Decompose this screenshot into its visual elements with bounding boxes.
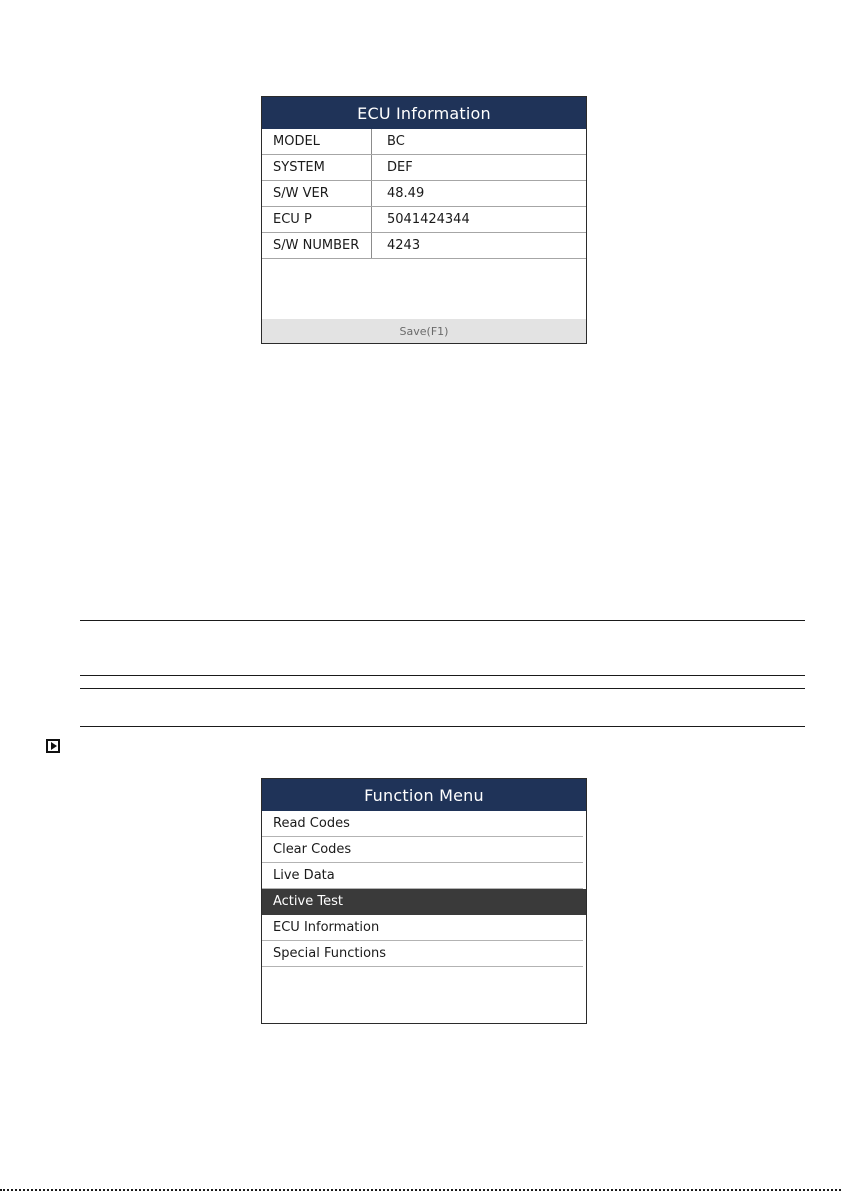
row-label: MODEL [262,129,372,155]
table-row [262,155,586,181]
table-row [262,181,586,207]
note-divider-bottom [80,675,805,676]
row-value: 48.49 [372,181,587,207]
menu-item-live-data[interactable]: Live Data [262,863,583,889]
row-label: S/W NUMBER [262,233,372,259]
row-value: 4243 [372,233,587,259]
function-menu-list [262,811,586,967]
ecu-screen-title: ECU Information [262,97,586,129]
row-label: S/W VER [262,181,372,207]
table-row [262,207,586,233]
play-arrow-icon [46,739,60,753]
menu-screen-title: Function Menu [262,779,586,811]
row-label: ECU P [262,207,372,233]
note-divider-top [80,620,805,621]
menu-item-active-test[interactable]: Active Test [262,889,586,915]
table-row [262,129,586,155]
menu-item-clear-codes[interactable]: Clear Codes [262,837,583,863]
function-menu-screen [261,778,587,1024]
save-button[interactable]: Save(F1) [262,319,586,343]
row-label: SYSTEM [262,155,372,181]
row-value: BC [372,129,587,155]
tip-divider-bottom [80,726,805,727]
menu-item-ecu-information[interactable]: ECU Information [262,915,583,941]
menu-item-special-functions[interactable]: Special Functions [262,941,583,967]
row-value: 5041424344 [372,207,587,233]
ecu-info-table [262,129,586,259]
menu-item-read-codes[interactable]: Read Codes [262,811,583,837]
table-row [262,233,586,259]
row-value: DEF [372,155,587,181]
ecu-information-screen [261,96,587,344]
tip-divider-top [80,688,805,689]
